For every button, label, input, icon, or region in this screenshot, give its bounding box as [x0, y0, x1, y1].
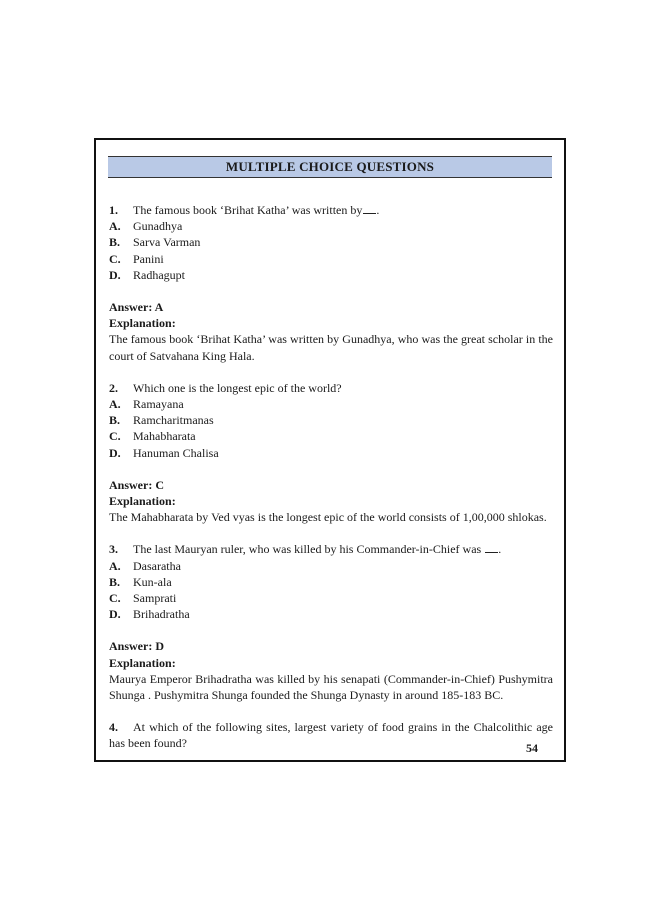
question-number: 1. — [109, 203, 118, 217]
option-text: Sarva Varman — [133, 235, 201, 250]
question-3 — [109, 541, 553, 703]
question-4 — [109, 719, 553, 751]
option-c — [109, 590, 553, 606]
question-text: At which of the following sites, largest variety of food grains in the Chalcolithic age has been found? — [109, 720, 553, 751]
option-a — [109, 218, 553, 234]
option-b — [109, 412, 553, 428]
explanation-text: Maurya Emperor Brihadratha was killed by his senapati (Commander-in-Chief) Pushymitra Shunga . Pushymitra Shunga founded the Shunga Dynasty in around 185-183 BC. — [109, 671, 553, 703]
option-text: Ramcharitmanas — [133, 413, 214, 428]
answer-label: Answer: C — [109, 477, 164, 492]
answer-label: Answer: D — [109, 639, 164, 654]
option-text: Mahabharata — [133, 429, 196, 444]
page-frame — [94, 138, 566, 762]
option-b — [109, 234, 553, 250]
option-b — [109, 574, 553, 590]
question-text: The last Mauryan ruler, who was killed by his Commander-in-Chief was . — [133, 542, 502, 557]
question-text: Which one is the longest epic of the world? — [133, 380, 342, 395]
question-line — [109, 719, 553, 751]
option-a — [109, 396, 553, 412]
option-text: Hanuman Chalisa — [133, 445, 219, 460]
explanation-text: The famous book ‘Brihat Katha’ was written by Gunadhya, who was the great scholar in the court of Satvahana King Hala. — [109, 332, 553, 363]
explanation-label: Explanation: — [109, 655, 176, 670]
option-letter: D. — [109, 607, 121, 622]
option-d — [109, 606, 553, 622]
option-text: Radhagupt — [133, 267, 185, 282]
option-text: Panini — [133, 251, 164, 266]
option-d — [109, 267, 553, 283]
option-letter: C. — [109, 591, 121, 606]
option-c — [109, 251, 553, 267]
option-d — [109, 445, 553, 461]
questions-content — [109, 202, 553, 752]
question-2 — [109, 380, 553, 526]
option-letter: B. — [109, 235, 121, 250]
option-text: Dasaratha — [133, 558, 181, 573]
question-1 — [109, 202, 553, 364]
option-text: Brihadratha — [133, 607, 190, 622]
option-letter: B. — [109, 413, 121, 428]
option-a — [109, 558, 553, 574]
option-text: Ramayana — [133, 397, 184, 412]
page-number: 54 — [526, 741, 538, 755]
question-number: 2. — [109, 380, 118, 395]
option-letter: A. — [109, 558, 121, 573]
explanation-label: Explanation: — [109, 316, 176, 331]
option-letter: C. — [109, 429, 121, 444]
question-line — [109, 202, 553, 218]
question-number: 4. — [109, 720, 118, 735]
question-number: 3. — [109, 542, 118, 557]
option-letter: D. — [109, 445, 121, 460]
option-letter: D. — [109, 267, 121, 282]
option-letter: A. — [109, 397, 121, 412]
option-letter: C. — [109, 251, 121, 266]
option-c — [109, 428, 553, 444]
option-text: Kun-ala — [133, 574, 172, 589]
option-text: Gunadhya — [133, 219, 183, 234]
question-text: The famous book ‘Brihat Katha’ was written by . — [133, 203, 380, 217]
option-letter: A. — [109, 219, 121, 234]
answer-blank — [485, 541, 498, 553]
section-title: MULTIPLE CHOICE QUESTIONS — [108, 156, 552, 178]
option-letter: B. — [109, 574, 121, 589]
explanation-text: The Mahabharata by Ved vyas is the longest epic of the world consists of 1,00,000 shlokas. — [109, 510, 547, 525]
option-text: Samprati — [133, 591, 177, 606]
explanation-label: Explanation: — [109, 494, 176, 509]
question-line — [109, 380, 553, 396]
question-line — [109, 541, 553, 557]
answer-blank — [363, 202, 376, 214]
answer-label: Answer: A — [109, 300, 164, 315]
